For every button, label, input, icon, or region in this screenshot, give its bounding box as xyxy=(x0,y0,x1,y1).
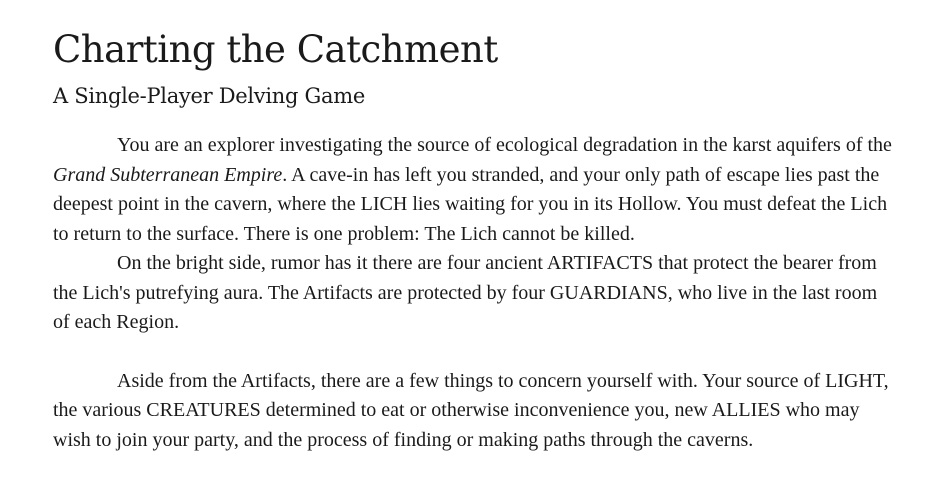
paragraph-intro-text-2: . A cave-in has left you stranded, and your only path of escape lies past the deepest point in the cavern, where the LICH lies waiting for you in its Hollow. You must defeat the Lich to return to the surface. There is one problem: The Lich cannot be killed. xyxy=(53,163,888,245)
paragraph-intro xyxy=(53,131,893,249)
paragraph-artifacts: On the bright side, rumor has it there are four ancient ARTIFACTS that protect the bearer from the Lich's putrefying aura. The Artifacts are protected by four GUARDIANS, who live in the last room of each Region. xyxy=(53,252,878,333)
empire-name-emphasis: Grand Subterranean Empire xyxy=(53,163,283,186)
document-body xyxy=(53,131,893,455)
paragraph-concerns: Aside from the Artifacts, there are a few things to concern yourself with. Your source of LIGHT, the various CREATURES determined to eat or otherwise inconvenience you, new ALLIES who may wish to join your party, and the process of finding or making paths through the caverns. xyxy=(53,369,889,451)
page-title: Charting the Catchment xyxy=(53,28,498,71)
page-subtitle: A Single-Player Delving Game xyxy=(53,84,365,108)
paragraph-intro-text-1: You are an explorer investigating the source of ecological degradation in the karst aquifers of the xyxy=(117,134,892,156)
document-page xyxy=(53,26,893,455)
